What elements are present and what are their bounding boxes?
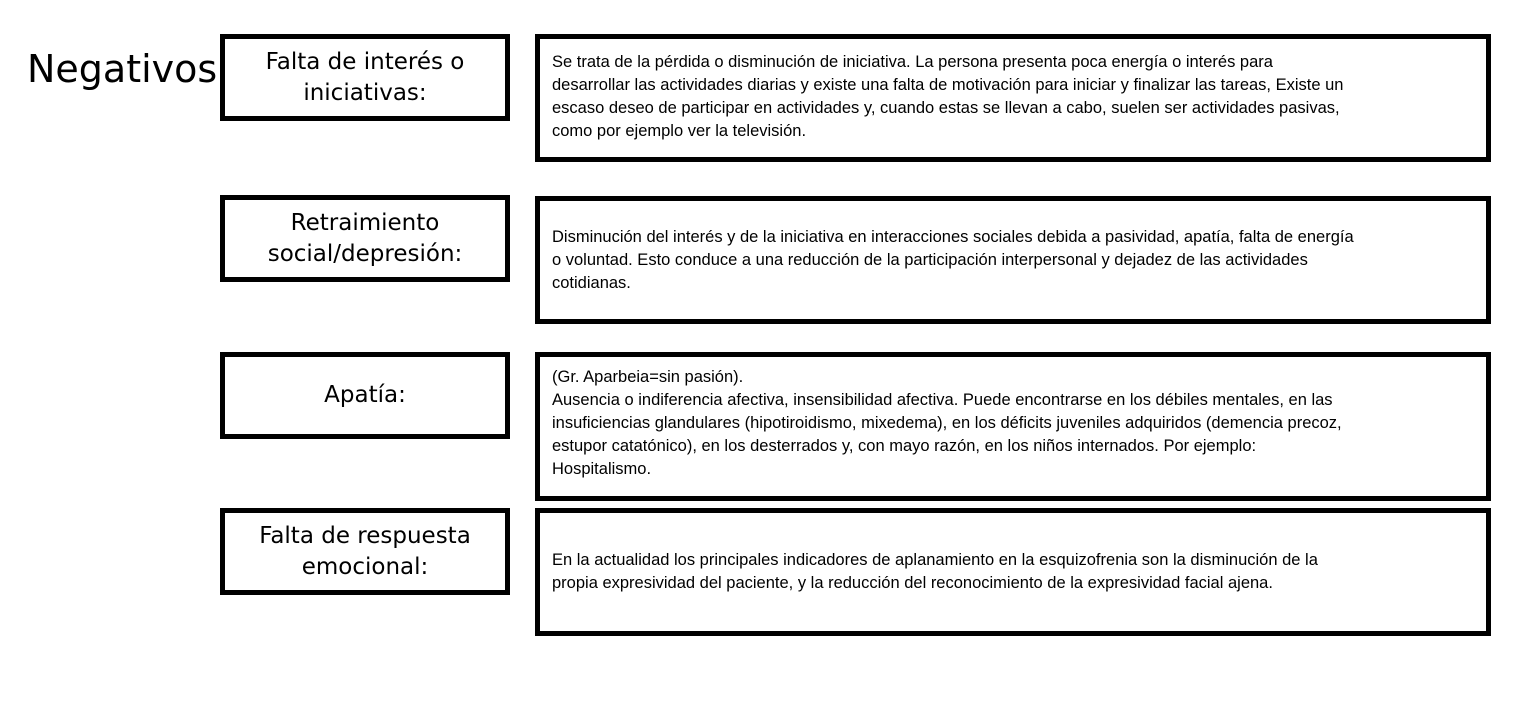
description-line: propia expresividad del paciente, y la reducción del reconocimiento de la expresividad facial ajena. [552, 574, 1273, 592]
term-box-falta-de-respuesta-emocional [220, 508, 510, 595]
description-line: Hospitalismo. [552, 460, 652, 478]
term-box-retraimiento-social [220, 195, 510, 282]
description-line: insuficiencias glandulares (hipotiroidismo, mixedema), en los déficits juveniles adquiridos (demencia precoz, [552, 414, 1342, 432]
description-line: Disminución del interés y de la iniciativa en interacciones sociales debida a pasividad, apatía, falta de energía [552, 227, 1354, 246]
term-line: emocional: [301, 553, 429, 580]
term-line: Falta de respuesta [259, 522, 471, 549]
description-line: Se trata de la pérdida o disminución de iniciativa. La persona presenta poca energía o interés para [552, 53, 1273, 71]
description-box-retraimiento-social [535, 196, 1491, 324]
description-line: Ausencia o indiferencia afectiva, insensibilidad afectiva. Puede encontrarse en los débiles mentales, en las [552, 391, 1333, 409]
term-line: Apatía: [324, 382, 406, 408]
description-line: En la actualidad los principales indicadores de aplanamiento en la esquizofrenia son la disminución de la [552, 551, 1318, 569]
description-line: como por ejemplo ver la televisión. [552, 122, 807, 140]
description-box-falta-de-respuesta-emocional [535, 508, 1491, 636]
term-box-falta-de-interes [220, 34, 510, 121]
description-line: o voluntad. Esto conduce a una reducción de la participación interpersonal y dejadez de las actividades [552, 250, 1308, 269]
term-box-apatia [220, 352, 510, 439]
description-line: escaso deseo de participar en actividades y, cuando estas se llevan a cabo, suelen ser actividades pasivas, [552, 99, 1340, 117]
description-line: desarrollar las actividades diarias y existe una falta de motivación para iniciar y finalizar las tareas, Existe un [552, 76, 1344, 94]
description-box-apatia [535, 352, 1491, 501]
term-line: social/depresión: [267, 240, 463, 267]
description-box-falta-de-interes [535, 34, 1491, 162]
description-line: estupor catatónico), en los desterrados y, con mayo razón, en los niños internados. Por ejemplo: [552, 437, 1257, 455]
heading-negativos: Negativos [27, 47, 218, 91]
description-line: (Gr. Aparbeia=sin pasión). [552, 368, 744, 386]
description-line: cotidianas. [552, 273, 631, 292]
term-line: Falta de interés o [265, 48, 465, 75]
term-line: Retraimiento [290, 209, 440, 236]
term-line: iniciativas: [303, 79, 427, 106]
